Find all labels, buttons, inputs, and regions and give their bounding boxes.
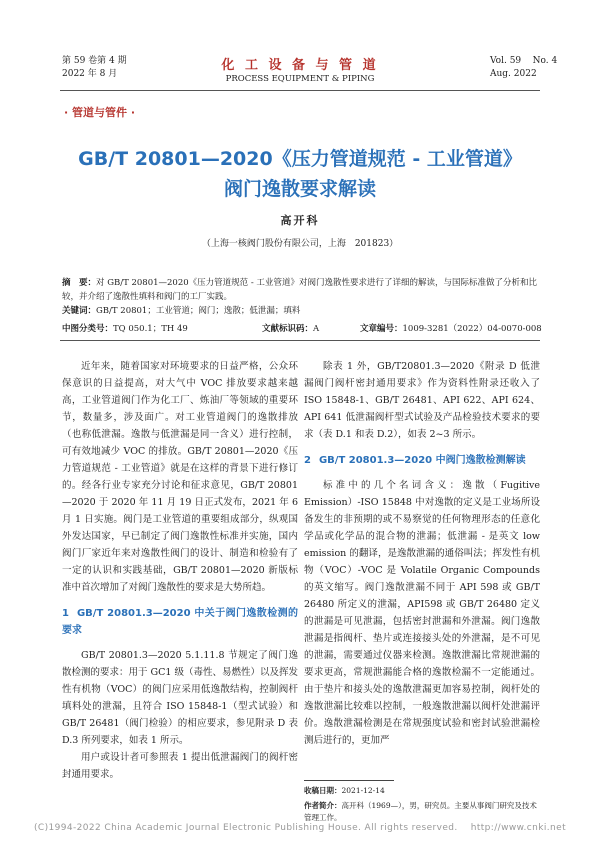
affiliation: （上海一核阀门股份有限公司，上海 201823） xyxy=(201,239,399,249)
author: 高开科 xyxy=(280,214,320,227)
section-1-paragraph-2: 用户或设计者可参照表 1 提出低泄漏阀门的阀杆密封通用要求。 xyxy=(62,752,298,780)
article-no xyxy=(360,322,542,334)
keywords-body: GB/T 20801；工业管道；阀门；逸散；低泄漏；填料 xyxy=(96,306,301,316)
volume-issue-en: Vol. 59 No. 4 xyxy=(490,56,558,66)
title-line-1: GB/T 20801—2020《压力管道规范 - 工业管道》 xyxy=(78,148,522,170)
intro-paragraph: 近年来，随着国家对环境要求的日益严格，公众环保意识的日益提高，对大气中 VOC 排放要求越来越高，工业管道阀门作为化工厂、炼油厂等领域的重要环节，数量多，涉及面广。对工业管道阀门的逸散排放（也称低泄漏。逸散与低泄漏是同一含义）进行控制，可有效地减少 VOC 的排放。GB/T 20801—2020《压力管道规范 - 工业管道》就是在这样的背景下进行修订的。经各行业专家充分讨论和征求意见，GB/T 20801—2020 于 2020 年 11 月 19 日正式发布，2021 年 6 月 1 日实施。阀门是工业管道的重要组成部分，纵观国外发达国家，早已制定了阀门逸散性标准并实施，国内阀门厂家近年来对逸散性阀门的设计、制造和检验有了一定的认识和实践基础，GB/T 20801—2020 新版标准中首次增加了对阀门逸散性的要求是大势所趋。 xyxy=(62,361,298,593)
author-bio-label: 作者简介： xyxy=(304,801,342,810)
abstract-text xyxy=(62,276,538,304)
column-label: · 管道与管件 · xyxy=(64,106,136,119)
body-right-column xyxy=(304,358,540,749)
article-no-label: 文章编号： xyxy=(360,324,403,334)
article-no-value: 1009-3281（2022）04-0070-008 xyxy=(402,324,542,334)
section-1-paragraph: GB/T 20801.3—2020 5.1.11.8 节规定了阀门逸散检测的要求：用于 GC1 级（毒性、易燃性）以及挥发性有机物（VOC）的阀门应采用低逸散结构，控制阀杆填料处的泄漏，且符合 ISO 15848-1（型式试验）和 GB/T 26481（阀门检验）的相应要求，参见附录 D 表 D.3 所列要求，如表 1 所示。 xyxy=(62,650,298,746)
abstract-label: 摘 要： xyxy=(62,278,97,288)
received-date xyxy=(304,785,540,797)
section-2-number: 2 xyxy=(304,455,311,466)
body-left-column xyxy=(62,358,298,783)
clc xyxy=(62,322,188,334)
keywords-label: 关键词： xyxy=(62,306,97,316)
journal-title-en: PROCESS EQUIPMENT & PIPING xyxy=(225,74,375,84)
date-cn: 2022 年 8 月 xyxy=(62,69,118,79)
section-2-paragraph: 标准中的几个名词含义：逸散（Fugitive Emission）-ISO 15848 中对逸散的定义是工业场所设备发生的非预期的或不易察觉的任何物理形态的任意化学品或化学品的混合物的泄漏；低泄漏 - 是英文 low emission 的翻译，是逸散泄漏的通俗叫法；挥发性有机物（VOC）-VOC 是 Volatile Organic Compounds 的英文缩写。阀门逸散泄漏不同于 API 598 或 GB/T 26480 所定义的泄漏，API598 或 GB/T 26480 定义的泄漏是可见泄漏，包括密封泄漏和外泄漏。阀门逸散泄漏是指阀杆、垫片或连接接头处的外泄漏，是不可见的泄漏，需要通过仪器来检测。逸散泄漏比常规泄漏的要求更高，常规泄漏能合格的逸散检漏不一定能通过。由于垫片和接头处的逸散泄漏更加容易控制，阀杆处的逸散泄漏比较难以控制，一般逸散泄漏以阀杆处泄漏评价。逸散泄漏检测是在常规强度试验和密封试验泄漏检测后进行的，更加严 xyxy=(304,480,540,746)
section-1-title: GB/T 20801.3—2020 中关于阀门逸散检测的要求 xyxy=(62,608,298,636)
right-paragraph-1: 除表 1 外，GB/T20801.3—2020《附录 D 低泄漏阀门阀杆密封通用要求》作为资料性附录还收入了 ISO 15848-1、GB/T 26481、API 622、API 624、API 641 低泄漏阀杆型式试验及产品检验技术要求的要求（表 D.1 和表 D.2），如表 2~3 所示。 xyxy=(304,361,540,440)
title-line-2: 阀门逸散要求解读 xyxy=(223,178,376,200)
footnote-divider xyxy=(304,780,394,781)
volume-issue-cn: 第 59 卷第 4 期 xyxy=(62,56,127,66)
header-right xyxy=(490,55,557,87)
journal-title-cn: 化 工 设 备 与 管 道 xyxy=(221,58,379,73)
article-title xyxy=(0,144,600,204)
abstract-body: 对 GB/T 20801—2020《压力管道规范 - 工业管道》对阀门逸散性要求进行了详细的解读，与国际标准做了分析和比较，并介绍了逸散性填料和阀门的工厂实践。 xyxy=(62,278,537,302)
received-value: 2021-12-14 xyxy=(341,786,385,795)
doc-code-value: A xyxy=(313,324,320,334)
clc-label: 中图分类号： xyxy=(62,324,114,334)
doc-code-label: 文献标识码： xyxy=(262,324,314,334)
received-label: 收稿日期： xyxy=(304,786,342,795)
section-1-number: 1 xyxy=(62,608,69,619)
author-bio xyxy=(304,800,540,824)
section-1-heading xyxy=(62,605,298,639)
section-2-heading xyxy=(304,452,540,469)
section-2-title: GB/T 20801.3—2020 中阀门逸散检测解读 xyxy=(318,455,526,466)
header-divider xyxy=(60,90,540,91)
date-en: Aug. 2022 xyxy=(490,69,537,79)
doc-code xyxy=(262,322,319,334)
classification-row xyxy=(62,322,542,336)
copyright-notice: (C)1994-2022 China Academic Journal Electronic Publishing House. All rights reserved. http://www.cnki.net xyxy=(33,823,567,833)
clc-value: TQ 050.1；TH 49 xyxy=(113,324,188,334)
keywords xyxy=(62,304,538,318)
abstract xyxy=(62,276,538,318)
abstract-divider xyxy=(60,340,540,341)
author-bio-text: 高开科（1969—），男，研究员。主要从事阀门研究及技术管理工作。 xyxy=(304,801,537,822)
